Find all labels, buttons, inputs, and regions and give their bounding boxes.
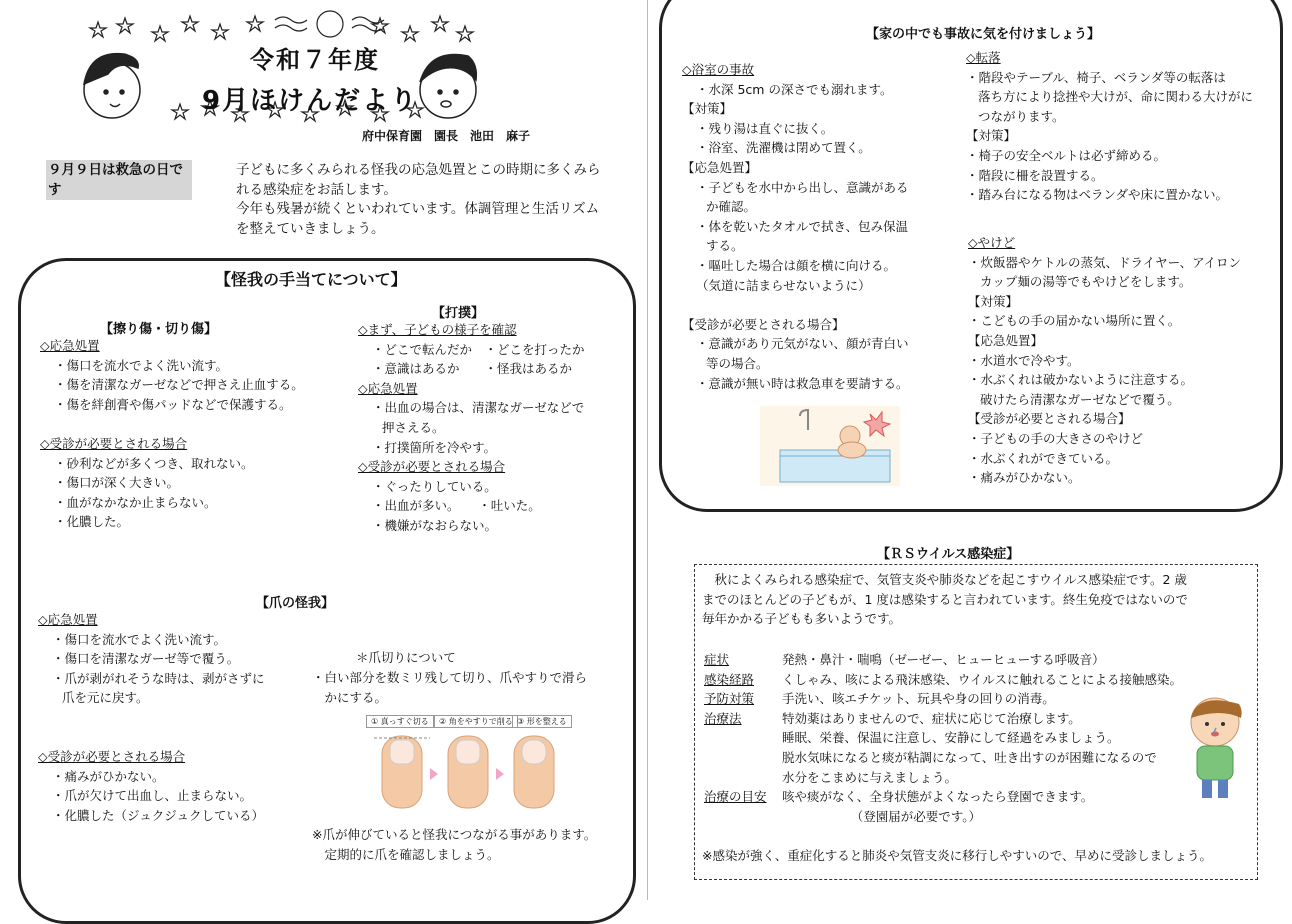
rsv-values: 発熱・鼻汁・喘鳴（ゼーゼー、ヒューヒューする呼吸音） くしゃみ、咳による飛沫感染、ウイルスに触れることによる接触感染。 手洗い、咳エチケット、玩具や身の回りの消毒。 特効薬はありませんので、症状に応じて治療します。 睡眠、栄養、保温に注意し、安静にして経過をみましょう。 脱水気味になると痰が粘調になって、吐き出すのが困難になるので 水分をこまめに与えましょう。 咳や痰がなく、全身状態がよくなったら登園できます。 （登園届が必要です。）: [782, 652, 1183, 824]
newsletter-title: 9月ほけんだより: [202, 86, 419, 116]
sick-child-illustration: [1180, 690, 1250, 802]
nail-note: ※爪が伸びていると怪我につながる事があります。 定期的に爪を確認しましょう。: [312, 827, 597, 862]
burn-list: ◇やけど ・炊飯器やケトルの蒸気、ドライヤー、アイロン カップ麺の湯等でもやけどをします。 【対策】 ・こどもの手の届かない場所に置く。 【応急処置】 ・水道水で冷やす。 ・水ぶくれは破かないように注意する。 破けたら清潔なガーゼなどで覆う。 【受診が必要とされる場合】 ・子どもの手の大きさのやけど ・水ぶくれができている。 ・痛みがひかない。: [968, 235, 1242, 486]
home-accidents-title: 【家の中でも事故に気を付けましょう】: [866, 27, 1101, 42]
intro-text: 子どもに多くみられる怪我の応急処置とこの時期に多くみら れる感染症をお話します。 今年も残暑が続くといわれています。体調管理と生活リズム を整えていきましょう。: [236, 162, 601, 237]
scrape-heading: 【擦り傷・切り傷】: [100, 322, 218, 337]
nail-heading: 【爪の怪我】: [256, 596, 335, 611]
fall-list: ◇転落 ・階段やテーブル、椅子、ベランダ等の転落は 落ち方により捻挫や大けが、命に関わる大けがに つながります。 【対策】 ・椅子の安全ベルトは必ず締める。 ・階段に柵を設置する。 ・踏み台になる物はベランダや床に置かない。: [966, 50, 1254, 203]
rsv-title: 【ＲＳウイルス感染症】: [877, 547, 1020, 562]
rsv-labels: 症状 感染経路 予防対策 治療法 治療の目安: [704, 652, 767, 805]
scrape-list: ◇応急処置 ・傷口を流水でよく洗い流す。 ・傷を清潔なガーゼなどで押さえ止血する。 ・傷を絆創膏や傷パッドなどで保護する。 ◇受診が必要とされる場合 ・砂利などが多くつき、取れない。 ・傷口が深く大きい。 ・血がなかなか止まらない。 ・化膿した。: [40, 338, 304, 530]
nail-step-label-1: ① 真っすぐ切る: [366, 715, 434, 728]
bath-list: ◇浴室の事故 ・水深 5cm の深さでも溺れます。 【対策】 ・残り湯は直ぐに抜く。 ・浴室、洗濯機は閉めて置く。 【応急処置】 ・子どもを水中から出し、意識がある か確認。 ・体を乾いたタオルで拭き、包み保温 する。 ・嘔吐した場合は顔を横に向ける。 （気道に詰まらせないように） 【受診が必要とされる場合】 ・意識があり元気がない、顔が青白い 等の場合。 ・意識が無い時は救急車を要請する。: [682, 62, 909, 391]
nail-step-label-3: ③ 形を整える: [512, 715, 572, 728]
rsv-note: ※感染が強く、重症化すると肺炎や気管支炎に移行しやすいので、早めに受診しましょう。: [702, 848, 1212, 863]
bath-illustration: [760, 406, 900, 486]
nail-clip-heading: ＊爪切りについて: [356, 650, 456, 665]
bruise-heading: 【打撲】: [432, 306, 485, 321]
nail-step-label-2: ② 角をやすりで削る: [434, 715, 518, 728]
page-divider: [647, 0, 648, 900]
bruise-list: ◇まず、子どもの様子を確認 ・どこで転んだか ・どこを打ったか ・意識はあるか ・怪我はあるか ◇応急処置 ・出血の場合は、清潔なガーゼなどで 押さえる。 ・打撲箇所を冷やす。 ◇受診が必要とされる場合 ・ぐったりしている。 ・出血が多い。 ・吐いた。 ・機嫌がなおらない。: [358, 322, 585, 533]
rsv-intro: 秋によくみられる感染症で、気管支炎や肺炎などを起こすウイルス感染症です。2 歳 までのほとんどの子どもが、1 度は感染すると言われています。終生免疫ではないので 毎年かかる子どもも多いようです。: [702, 572, 1188, 627]
newsletter-year: 令和７年度: [250, 46, 380, 74]
nail-clip-text: ・白い部分を数ミリ残して切り、爪やすりで滑ら かにする。: [312, 670, 588, 705]
nail-steps-illustration: [370, 730, 590, 810]
author: 府中保育園 園長 池田 麻子: [362, 129, 531, 143]
intro-tag: ９月９日は救急の日です: [46, 160, 192, 200]
nail-list: ◇応急処置 ・傷口を流水でよく洗い流す。 ・傷口を清潔なガーゼ等で覆う。 ・爪が剥がれそうな時は、剥がさずに 爪を元に戻す。 ◇受診が必要とされる場合 ・痛みがひかない。 ・爪が欠けて出血し、止まらない。 ・化膿した（ジュクジュクしている）: [38, 612, 265, 823]
injury-care-title: 【怪我の手当てについて】: [215, 270, 407, 289]
